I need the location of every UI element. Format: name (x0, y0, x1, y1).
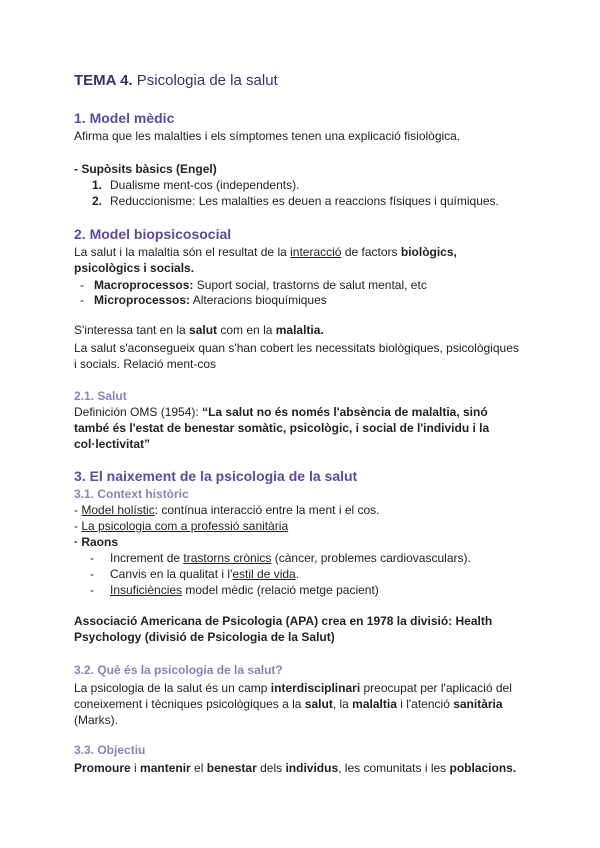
reasons-label: · Raons (74, 535, 119, 549)
biopsicosocial-text-2: psicològics i socials. (74, 261, 195, 275)
heading-que-es: 3.2. Què és la psicologia de la salut? (74, 663, 283, 677)
basics-label: - Supòsits bàsics (Engel) (74, 162, 217, 176)
definition-line-1: Definición OMS (1954): “La salut no és només l'absència de malaltia, sinó (74, 405, 488, 419)
apa-line-2: Psychology (divisió de Psicologia de la Salut) (74, 630, 335, 644)
heading-salut: 2.1. Salut (74, 389, 127, 403)
definition-text-3: (Marks). (74, 713, 118, 727)
interest-text: S'interessa tant en la salut com en la malaltia. (74, 323, 324, 337)
list-item: - La psicologia com a professió sanitària (74, 519, 289, 533)
heading-naixement: 3. El naixement de la psicologia de la salut (74, 468, 358, 484)
heading-biopsicosocial: 2. Model biopsicosocial (74, 226, 232, 242)
heading-objectiu: 3.3. Objectiu (74, 743, 146, 757)
list-item: 1. Dualisme ment-cos (independents). (91, 178, 300, 192)
model-medic-text: Afirma que les malalties i els símptomes tenen una explicació fisiològica. (74, 129, 461, 143)
list-item: - Insuficiències model mèdic (relació metge pacient) (90, 583, 379, 597)
heading-model-medic: 1. Model mèdic (74, 110, 175, 126)
list-item: - Canvis en la qualitat i l'estil de vida. (90, 567, 300, 581)
definition-line-3: col·lectivitat” (74, 437, 151, 451)
objective-text: Promoure i mantenir el benestar dels individus, les comunitats i les poblacions. (74, 761, 517, 775)
definition-text-2: coneixement i tècniques psicològiques a la salut, la malaltia i l'atenció sanitària (74, 697, 503, 711)
list-item: - Microprocessos: Alteracions bioquímiques (80, 293, 327, 307)
list-item: - Macroprocessos: Suport social, trastorns de salut mental, etc (80, 278, 427, 292)
list-item: - Increment de trastorns crònics (càncer, problemes cardiovasculars). (90, 551, 471, 565)
apa-line-1: Associació Americana de Psicologia (APA) crea en 1978 la divisió: Health (74, 614, 493, 628)
health-text-1: La salut s'aconsegueix quan s'han cobert les necessitats biològiques, psicològiques (74, 341, 519, 355)
list-item: 2. Reduccionisme: Les malalties es deuen a reaccions físiques i químiques. (91, 194, 499, 208)
definition-text-1: La psicologia de la salut és un camp interdisciplinari preocupat per l'aplicació del (74, 681, 512, 695)
heading-context-historic: 3.1. Context històric (74, 487, 189, 501)
health-text-2: i socials. Relació ment-cos (74, 357, 217, 371)
page-title: TEMA 4. Psicologia de la salut (74, 72, 278, 89)
biopsicosocial-text: La salut i la malaltia són el resultat de la interacció de factors biològics, (74, 245, 457, 259)
definition-line-2: també és l'estat de benestar somàtic, psicològic, i social de l'individu i la (74, 421, 490, 435)
list-item: - Model holístic: contínua interacció entre la ment i el cos. (74, 503, 380, 517)
